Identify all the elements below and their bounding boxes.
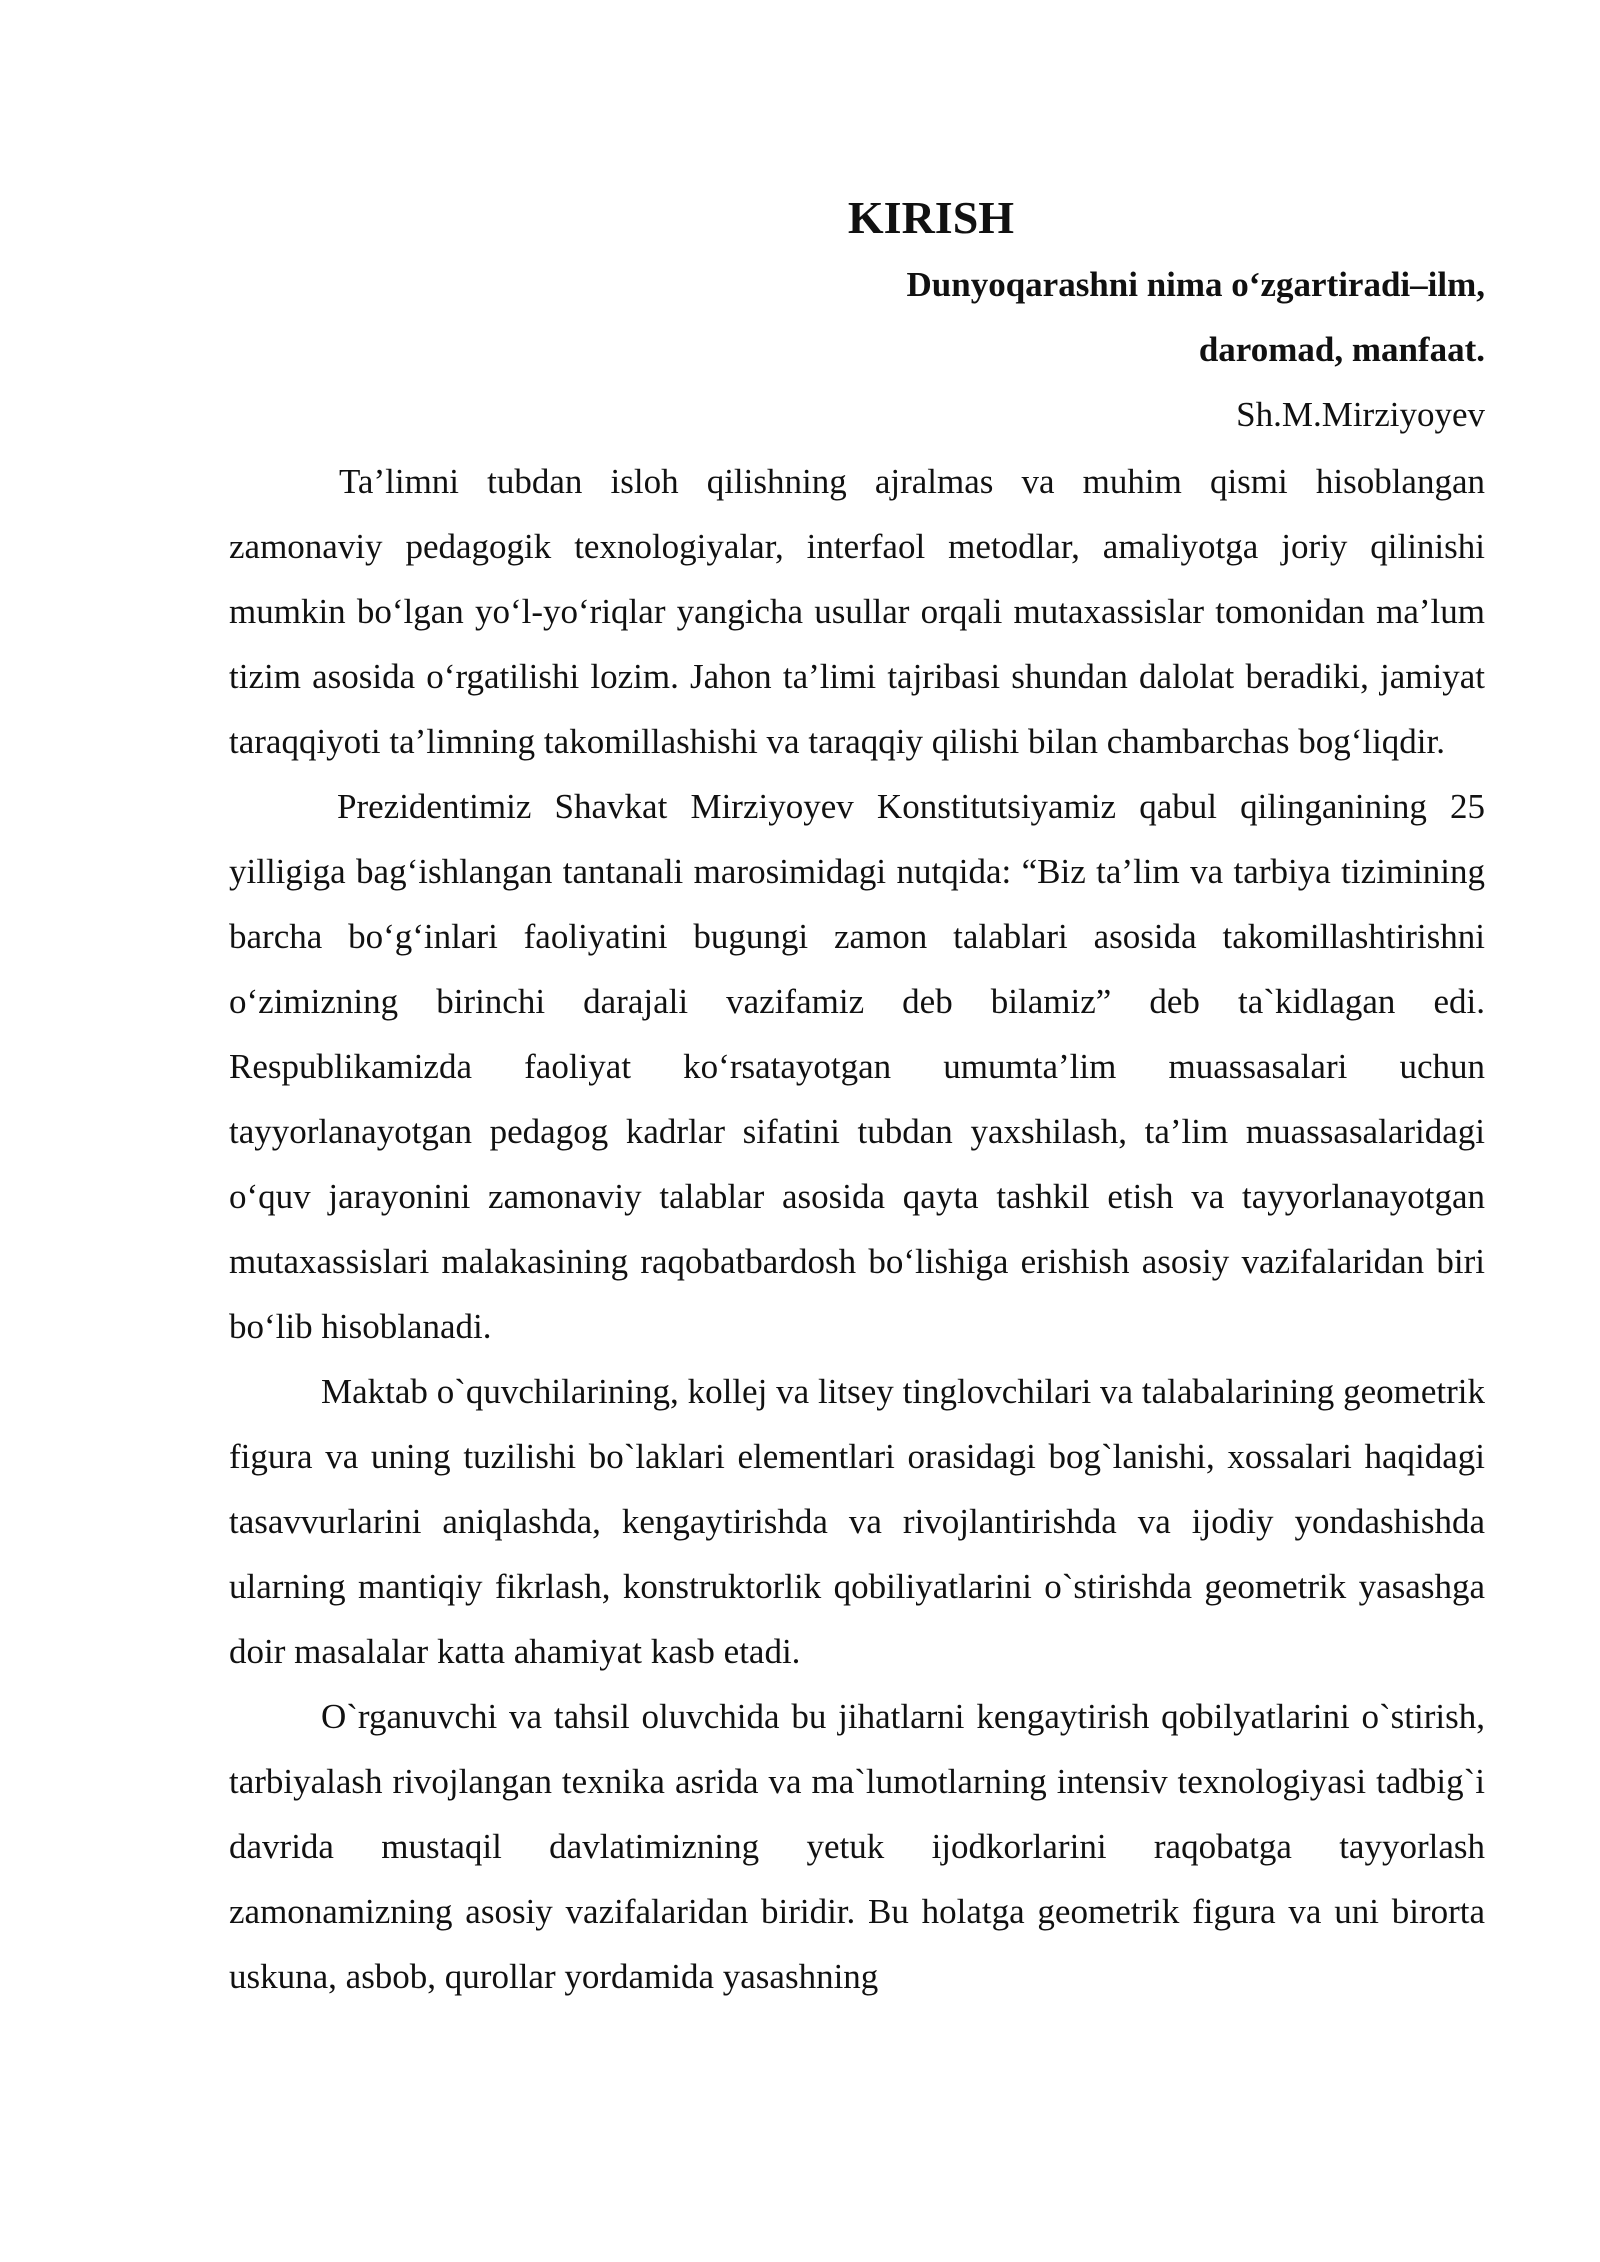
page-title: KIRISH [847, 192, 1015, 243]
paragraph-2: Prezidentimiz Shavkat Mirziyoyev Konstitutsiyamiz qabul qilinganining 25 yilligiga bag‘ishlangan tantanali marosimidagi nutqida: “Biz ta’lim va tarbiya tizimining barcha bo‘g‘inlari faoliyatini bugungi zamon talablari asosida takomillashtirishni o‘zimizning birinchi darajali vazifamiz deb bilamiz” deb ta`kidlagan edi. Respublikamizda faoliyat ko‘rsatayotgan umumta’lim muassasalari uchun tayyorlanayotgan pedagog kadrlar sifatini tubdan yaxshilash, ta’lim muassasalaridagi o‘quv jarayonini zamonaviy talablar asosida qayta tashkil etish va tayyorlanayotgan mutaxassislari malakasining raqobatbardosh bo‘lishiga erishish asosiy vazifalaridan biri bo‘lib hisoblanadi. [229, 787, 1485, 1346]
document-body [229, 182, 1485, 2009]
paragraph-3: Maktab o`quvchilarining, kollej va litsey tinglovchilari va talabalarining geometrik figura va uning tuzilishi bo`laklari elementlari orasidagi bog`lanishi, xossalari haqidagi tasavvurlarini aniqlashda, kengaytirishda va rivojlantirishda va ijodiy yondashishda ularning mantiqiy fikrlash, konstruktorlik qobiliyatlarini o`stirishda geometrik yasashga doir masalalar katta ahamiyat kasb etadi. [229, 1372, 1485, 1671]
epigraph-line-1: Dunyoqarashni nima o‘zgartiradi–ilm, [906, 265, 1485, 304]
paragraph-4: O`rganuvchi va tahsil oluvchida bu jihatlarni kengaytirish qobilyatlarini o`stirish, tarbiyalash rivojlangan texnika asrida va ma`lumotlarning intensiv texnologiyasi tadbig`i davrida mustaqil davlatimizning yetuk ijodkorlarini raqobatga tayyorlash zamonamizning asosiy vazifalaridan biridir. Bu holatga geometrik figura va uni birorta uskuna, asbob, qurollar yordamida yasashning [229, 1697, 1485, 1996]
epigraph [229, 252, 1485, 447]
paragraph-1: Ta’limni tubdan isloh qilishning ajralmas va muhim qismi hisoblangan zamonaviy pedagogik texnologiyalar, interfaol metodlar, amaliyotga joriy qilinishi mumkin bo‘lgan yo‘l-yo‘riqlar yangicha usullar orqali mutaxassislar tomonidan ma’lum tizim asosida o‘rgatilishi lozim. Jahon ta’limi tajribasi shundan dalolat beradiki, jamiyat taraqqiyoti ta’limning takomillashishi va taraqqiy qilishi bilan chambarchas bog‘liqdir. [229, 462, 1485, 761]
epigraph-line-2: daromad, manfaat. [1198, 330, 1485, 369]
epigraph-author: Sh.M.Mirziyoyev [1236, 395, 1485, 434]
